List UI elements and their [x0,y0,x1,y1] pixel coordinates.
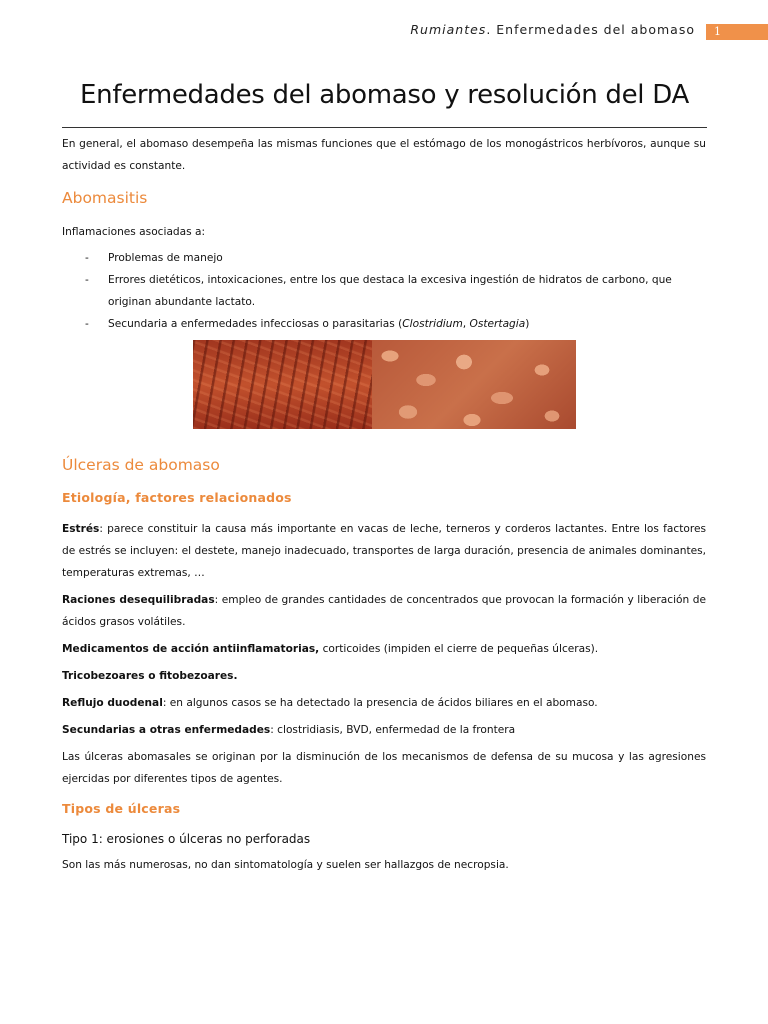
factor-text: : en algunos casos se ha detectado la presencia de ácidos biliares en el abomaso. [162,697,598,709]
factor-secundarias [62,719,706,741]
factor-term: Estrés [62,523,100,535]
factor-reflujo [62,692,706,714]
factor-term: Raciones desequilibradas [62,594,215,606]
running-header-rest: . Enfermedades del abomaso [486,22,695,37]
factor-text: corticoides (impiden el cierre de pequeñas úlceras). [319,643,599,655]
document-body [62,133,706,876]
running-header [410,22,695,37]
inflamed-mucosa-image [193,340,372,429]
section-heading-ulceras: Úlceras de abomaso [62,456,220,474]
running-header-italic: Rumiantes [410,22,487,37]
closing-paragraph: Las úlceras abomasales se originan por la disminución de los mecanismos de defensa de su mucosa y las agresiones ejercidas por diferentes tipos de agentes. [62,751,706,785]
factor-term: Tricobezoares o fitobezoares. [62,670,238,682]
close-paren: ) [525,318,530,330]
separator: , [462,318,470,330]
section-heading-abomasitis: Abomasitis [62,189,148,207]
factor-medicamentos [62,638,706,660]
abomasitis-lead: Inflamaciones asociadas a: [62,226,206,238]
factor-estres [62,518,706,584]
abomasum-mucosa-photo [193,340,576,429]
factor-term: Medicamentos de acción antiinflamatorias, [62,643,320,655]
factor-term: Reflujo duodenal [62,697,163,709]
factor-bezoares [62,665,706,687]
factor-raciones [62,589,706,633]
list-item-text: Secundaria a enfermedades infecciosas o parasitarias ( [108,318,403,330]
page-title: Enfermedades del abomaso y resolución del DA [80,80,689,110]
page-number: 1 [706,24,768,40]
subheading-tipos: Tipos de úlceras [62,801,181,816]
type1-title: Tipo 1: erosiones o úlceras no perforadas [62,832,311,846]
list-item: - Problemas de manejo [62,247,706,269]
list-item [62,313,706,335]
factor-term: Secundarias a otras enfermedades [62,724,271,736]
factor-text: : parece constituir la causa más importante en vacas de leche, terneros y corderos lactantes. Entre los factores de estrés se incluyen: el destete, manejo inadecuado, transportes de larga duración, presencia de animales dominantes, temperaturas extremas, … [62,523,706,579]
subheading-etiologia: Etiología, factores relacionados [62,490,292,505]
factor-text: : empleo de grandes cantidades de concentrados que provocan la formación y liberación de ácidos grasos volátiles. [62,594,706,628]
mucosa-folds-image [372,340,576,429]
type1-text: Son las más numerosas, no dan sintomatología y suelen ser hallazgos de necropsia. [62,859,509,871]
intro-paragraph: En general, el abomaso desempeña las mismas funciones que el estómago de los monogástricos herbívoros, aunque su actividad es constante. [62,138,706,172]
factor-text: : clostridiasis, BVD, enfermedad de la frontera [270,724,516,736]
abomasitis-list [62,247,706,335]
clostridium-term: Clostridium [402,318,463,330]
title-divider [62,127,707,128]
ostertagia-term: Ostertagia [469,318,526,330]
list-item: - Errores dietéticos, intoxicaciones, entre los que destaca la excesiva ingestión de hidratos de carbono, que originan abundante lactato. [62,269,706,313]
